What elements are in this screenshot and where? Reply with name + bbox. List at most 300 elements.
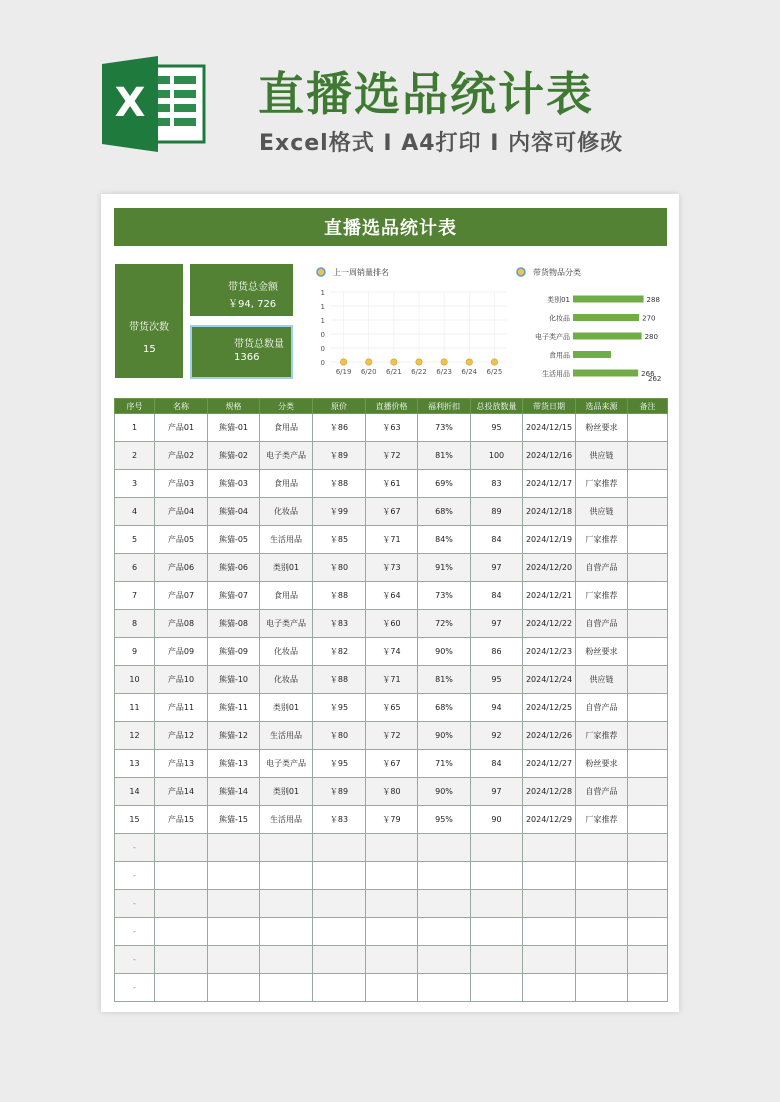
table-cell[interactable]: 产品01 bbox=[155, 414, 208, 442]
table-cell[interactable]: 15 bbox=[115, 806, 155, 834]
data-label: 270 bbox=[642, 314, 656, 323]
column-header: 规格 bbox=[208, 399, 260, 414]
table-cell[interactable]: 熊猫-01 bbox=[208, 414, 260, 442]
table-cell[interactable] bbox=[628, 974, 668, 1002]
column-header: 总投放数量 bbox=[471, 399, 523, 414]
table-cell[interactable] bbox=[471, 946, 523, 974]
table-cell[interactable] bbox=[576, 974, 628, 1002]
table-cell[interactable]: 84 bbox=[471, 582, 523, 610]
table-cell[interactable] bbox=[628, 582, 668, 610]
table-cell[interactable]: 2024/12/20 bbox=[523, 554, 576, 582]
table-cell[interactable]: 7 bbox=[115, 582, 155, 610]
table-cell[interactable]: ￥80 bbox=[313, 722, 366, 750]
table-cell[interactable]: 熊猫-07 bbox=[208, 582, 260, 610]
table-cell[interactable]: ￥83 bbox=[313, 610, 366, 638]
table-cell[interactable]: 自营产品 bbox=[576, 778, 628, 806]
table-cell[interactable] bbox=[155, 834, 208, 862]
table-cell[interactable]: 2024/12/17 bbox=[523, 470, 576, 498]
table-cell[interactable]: 粉丝要求 bbox=[576, 750, 628, 778]
data-label: 262 bbox=[648, 375, 662, 383]
table-cell[interactable]: ￥64 bbox=[366, 582, 418, 610]
table-cell[interactable] bbox=[155, 862, 208, 890]
table-cell[interactable]: 化妆品 bbox=[260, 638, 313, 666]
table-cell[interactable]: 84 bbox=[471, 750, 523, 778]
table-cell[interactable]: 熊猫-03 bbox=[208, 470, 260, 498]
table-cell[interactable]: 类别01 bbox=[260, 778, 313, 806]
data-point bbox=[391, 359, 397, 365]
table-cell[interactable]: 厂家推荐 bbox=[576, 722, 628, 750]
bar bbox=[573, 296, 644, 303]
bar bbox=[573, 351, 611, 358]
table-cell[interactable]: 2024/12/21 bbox=[523, 582, 576, 610]
table-cell[interactable] bbox=[366, 890, 418, 918]
table-cell[interactable]: 产品15 bbox=[155, 806, 208, 834]
stat-box-count bbox=[115, 264, 183, 378]
table-cell[interactable] bbox=[208, 946, 260, 974]
data-point bbox=[340, 359, 346, 365]
table-cell[interactable]: ￥82 bbox=[313, 638, 366, 666]
table-cell[interactable]: ￥83 bbox=[313, 806, 366, 834]
table-cell[interactable] bbox=[366, 974, 418, 1002]
table-cell[interactable]: 95 bbox=[471, 414, 523, 442]
table-cell[interactable] bbox=[260, 834, 313, 862]
table-cell[interactable] bbox=[628, 778, 668, 806]
table-cell[interactable]: 产品12 bbox=[155, 722, 208, 750]
table-cell[interactable] bbox=[628, 946, 668, 974]
table-cell[interactable]: 生活用品 bbox=[260, 722, 313, 750]
table-cell[interactable]: 6 bbox=[115, 554, 155, 582]
table-cell[interactable]: 2024/12/27 bbox=[523, 750, 576, 778]
table-cell[interactable]: ￥65 bbox=[366, 694, 418, 722]
table-cell[interactable]: ￥85 bbox=[313, 526, 366, 554]
excel-logo-icon bbox=[100, 56, 210, 152]
table-cell[interactable]: 食用品 bbox=[260, 470, 313, 498]
table-cell[interactable] bbox=[260, 946, 313, 974]
table-cell[interactable]: 厂家推荐 bbox=[576, 582, 628, 610]
table-row bbox=[115, 834, 668, 862]
x-tick-label: 6/22 bbox=[411, 368, 427, 376]
table-row bbox=[115, 582, 668, 610]
table-cell[interactable]: ￥80 bbox=[313, 554, 366, 582]
table-cell[interactable] bbox=[628, 554, 668, 582]
table-cell[interactable] bbox=[260, 862, 313, 890]
table-cell[interactable] bbox=[523, 974, 576, 1002]
table-cell[interactable]: 11 bbox=[115, 694, 155, 722]
table-cell[interactable]: 2024/12/26 bbox=[523, 722, 576, 750]
table-cell[interactable]: 熊猫-05 bbox=[208, 526, 260, 554]
table-cell[interactable] bbox=[628, 638, 668, 666]
table-cell[interactable]: 自营产品 bbox=[576, 554, 628, 582]
table-cell[interactable]: - bbox=[115, 946, 155, 974]
table-cell[interactable] bbox=[155, 946, 208, 974]
table-cell[interactable]: ￥67 bbox=[366, 498, 418, 526]
table-cell[interactable]: 10 bbox=[115, 666, 155, 694]
table-cell[interactable] bbox=[313, 918, 366, 946]
table-cell[interactable] bbox=[366, 946, 418, 974]
table-row bbox=[115, 918, 668, 946]
table-cell[interactable]: 厂家推荐 bbox=[576, 470, 628, 498]
hero-subtitle: Excel格式 I A4打印 I 内容可修改 bbox=[259, 131, 624, 156]
table-cell[interactable] bbox=[628, 694, 668, 722]
table-cell[interactable]: ￥89 bbox=[313, 778, 366, 806]
table-row bbox=[115, 750, 668, 778]
table-cell[interactable] bbox=[628, 666, 668, 694]
table-cell[interactable]: ￥88 bbox=[313, 666, 366, 694]
table-cell[interactable]: 84% bbox=[418, 526, 471, 554]
x-tick-label: 6/21 bbox=[385, 368, 402, 376]
table-cell[interactable]: 1 bbox=[115, 414, 155, 442]
table-cell[interactable]: 电子类产品 bbox=[260, 610, 313, 638]
table-cell[interactable]: 89 bbox=[471, 498, 523, 526]
table-cell[interactable]: 厂家推荐 bbox=[576, 806, 628, 834]
table-cell[interactable]: 粉丝要求 bbox=[576, 638, 628, 666]
data-label: 288 bbox=[646, 296, 660, 304]
table-cell[interactable]: 化妆品 bbox=[260, 498, 313, 526]
table-cell[interactable]: 产品02 bbox=[155, 442, 208, 470]
table-cell[interactable]: 熊猫-15 bbox=[208, 806, 260, 834]
table-row bbox=[115, 610, 668, 638]
category-label: 生活用品 bbox=[542, 370, 570, 378]
chart-title-marker-icon bbox=[517, 268, 525, 276]
table-cell[interactable] bbox=[576, 834, 628, 862]
x-tick-label: 6/25 bbox=[486, 368, 503, 376]
table-cell[interactable]: 81% bbox=[418, 442, 471, 470]
table-cell[interactable] bbox=[418, 834, 471, 862]
table-cell[interactable] bbox=[628, 834, 668, 862]
table-cell[interactable]: 熊猫-12 bbox=[208, 722, 260, 750]
table-cell[interactable]: 产品04 bbox=[155, 498, 208, 526]
table-cell[interactable]: - bbox=[115, 918, 155, 946]
table-cell[interactable] bbox=[313, 890, 366, 918]
table-cell[interactable] bbox=[208, 918, 260, 946]
table-cell[interactable] bbox=[260, 974, 313, 1002]
table-cell[interactable]: 自营产品 bbox=[576, 694, 628, 722]
stat-box-quantity bbox=[190, 325, 293, 379]
table-row bbox=[115, 526, 668, 554]
table-cell[interactable] bbox=[471, 974, 523, 1002]
table-cell[interactable] bbox=[576, 946, 628, 974]
table-cell[interactable]: 2024/12/28 bbox=[523, 778, 576, 806]
table-cell[interactable] bbox=[576, 862, 628, 890]
table-cell[interactable]: 2024/12/18 bbox=[523, 498, 576, 526]
table-cell[interactable] bbox=[523, 890, 576, 918]
table-cell[interactable] bbox=[418, 918, 471, 946]
table-cell[interactable]: 产品10 bbox=[155, 666, 208, 694]
table-cell[interactable] bbox=[366, 834, 418, 862]
table-row bbox=[115, 442, 668, 470]
table-cell[interactable] bbox=[260, 890, 313, 918]
table-cell[interactable] bbox=[155, 918, 208, 946]
table-cell[interactable]: 2024/12/22 bbox=[523, 610, 576, 638]
product-table bbox=[114, 398, 668, 1002]
table-cell[interactable]: 产品03 bbox=[155, 470, 208, 498]
table-cell[interactable]: 食用品 bbox=[260, 414, 313, 442]
table-cell[interactable]: 69% bbox=[418, 470, 471, 498]
table-cell[interactable]: 81% bbox=[418, 666, 471, 694]
table-cell[interactable]: ￥71 bbox=[366, 666, 418, 694]
table-row bbox=[115, 974, 668, 1002]
table-cell[interactable]: 68% bbox=[418, 498, 471, 526]
table-cell[interactable]: 2024/12/15 bbox=[523, 414, 576, 442]
data-point bbox=[466, 359, 472, 365]
sheet-title: 直播选品统计表 bbox=[114, 208, 667, 246]
chart-title: 带货物品分类 bbox=[533, 268, 581, 277]
category-label: 类别01 bbox=[547, 296, 570, 304]
table-cell[interactable]: 熊猫-06 bbox=[208, 554, 260, 582]
y-tick-label: 0 bbox=[320, 331, 325, 339]
table-cell[interactable] bbox=[418, 890, 471, 918]
table-cell[interactable]: 90% bbox=[418, 638, 471, 666]
column-header: 选品来源 bbox=[576, 399, 628, 414]
table-cell[interactable]: ￥73 bbox=[366, 554, 418, 582]
table-header-row bbox=[115, 399, 668, 414]
table-cell[interactable]: 14 bbox=[115, 778, 155, 806]
table-cell[interactable]: 95% bbox=[418, 806, 471, 834]
category-bar-chart bbox=[513, 262, 679, 386]
table-cell[interactable] bbox=[313, 862, 366, 890]
table-cell[interactable]: 2024/12/16 bbox=[523, 442, 576, 470]
stat-amount-label: 带货总金额 bbox=[228, 282, 278, 293]
table-cell[interactable]: 2024/12/25 bbox=[523, 694, 576, 722]
x-tick-label: 6/19 bbox=[335, 368, 352, 376]
table-cell[interactable]: 熊猫-08 bbox=[208, 610, 260, 638]
table-cell[interactable]: - bbox=[115, 890, 155, 918]
table-cell[interactable]: 供应链 bbox=[576, 498, 628, 526]
table-cell[interactable]: 自营产品 bbox=[576, 610, 628, 638]
table-cell[interactable]: 12 bbox=[115, 722, 155, 750]
table-cell[interactable]: 产品09 bbox=[155, 638, 208, 666]
table-cell[interactable]: 产品06 bbox=[155, 554, 208, 582]
table-cell[interactable] bbox=[523, 946, 576, 974]
table-cell[interactable]: 86 bbox=[471, 638, 523, 666]
table-cell[interactable]: 90 bbox=[471, 806, 523, 834]
weekly-sales-chart bbox=[309, 262, 509, 386]
table-cell[interactable] bbox=[523, 918, 576, 946]
logo-letter: X bbox=[114, 80, 146, 126]
table-cell[interactable]: 产品07 bbox=[155, 582, 208, 610]
table-cell[interactable] bbox=[628, 806, 668, 834]
table-cell[interactable]: 生活用品 bbox=[260, 526, 313, 554]
table-row bbox=[115, 722, 668, 750]
table-cell[interactable]: 类别01 bbox=[260, 554, 313, 582]
table-cell[interactable]: ￥88 bbox=[313, 470, 366, 498]
column-header: 序号 bbox=[115, 399, 155, 414]
table-cell[interactable]: 2024/12/19 bbox=[523, 526, 576, 554]
table-cell[interactable]: ￥88 bbox=[313, 582, 366, 610]
table-cell[interactable] bbox=[471, 862, 523, 890]
table-cell[interactable]: ￥95 bbox=[313, 750, 366, 778]
table-cell[interactable]: 97 bbox=[471, 778, 523, 806]
product-table-container bbox=[114, 398, 668, 1002]
table-cell[interactable] bbox=[313, 946, 366, 974]
table-cell[interactable]: 产品08 bbox=[155, 610, 208, 638]
table-cell[interactable] bbox=[471, 890, 523, 918]
bar bbox=[573, 370, 638, 377]
table-cell[interactable]: 熊猫-09 bbox=[208, 638, 260, 666]
table-cell[interactable]: 5 bbox=[115, 526, 155, 554]
table-cell[interactable]: ￥67 bbox=[366, 750, 418, 778]
column-header: 带货日期 bbox=[523, 399, 576, 414]
hero-header bbox=[0, 0, 780, 180]
table-cell[interactable]: ￥72 bbox=[366, 722, 418, 750]
table-cell[interactable] bbox=[471, 918, 523, 946]
category-label: 电子类产品 bbox=[535, 333, 570, 341]
table-cell[interactable]: 产品05 bbox=[155, 526, 208, 554]
table-cell[interactable]: 95 bbox=[471, 666, 523, 694]
table-cell[interactable]: 生活用品 bbox=[260, 806, 313, 834]
table-cell[interactable]: 2 bbox=[115, 442, 155, 470]
table-cell[interactable] bbox=[418, 862, 471, 890]
table-cell[interactable]: 83 bbox=[471, 470, 523, 498]
stat-box-amount bbox=[190, 264, 293, 316]
table-cell[interactable]: 90% bbox=[418, 778, 471, 806]
bar bbox=[573, 314, 639, 321]
table-cell[interactable] bbox=[155, 890, 208, 918]
column-header: 原价 bbox=[313, 399, 366, 414]
table-cell[interactable]: 化妆品 bbox=[260, 666, 313, 694]
table-cell[interactable] bbox=[313, 974, 366, 1002]
table-cell[interactable] bbox=[628, 470, 668, 498]
table-cell[interactable]: 粉丝要求 bbox=[576, 414, 628, 442]
table-cell[interactable]: 熊猫-04 bbox=[208, 498, 260, 526]
table-cell[interactable]: 食用品 bbox=[260, 582, 313, 610]
table-cell[interactable] bbox=[366, 862, 418, 890]
table-cell[interactable]: ￥74 bbox=[366, 638, 418, 666]
table-cell[interactable]: 92 bbox=[471, 722, 523, 750]
table-cell[interactable]: 100 bbox=[471, 442, 523, 470]
table-cell[interactable]: 73% bbox=[418, 414, 471, 442]
table-cell[interactable] bbox=[418, 974, 471, 1002]
table-cell[interactable]: 90% bbox=[418, 722, 471, 750]
table-cell[interactable]: ￥86 bbox=[313, 414, 366, 442]
table-cell[interactable]: 熊猫-14 bbox=[208, 778, 260, 806]
table-cell[interactable]: ￥80 bbox=[366, 778, 418, 806]
table-row bbox=[115, 498, 668, 526]
table-cell[interactable]: ￥61 bbox=[366, 470, 418, 498]
table-cell[interactable] bbox=[628, 722, 668, 750]
table-cell[interactable]: 68% bbox=[418, 694, 471, 722]
category-label: 化妆品 bbox=[549, 314, 570, 323]
y-tick-label: 0 bbox=[320, 345, 325, 353]
table-cell[interactable] bbox=[208, 974, 260, 1002]
table-row bbox=[115, 890, 668, 918]
table-cell[interactable] bbox=[523, 834, 576, 862]
table-cell[interactable] bbox=[471, 834, 523, 862]
table-cell[interactable] bbox=[628, 862, 668, 890]
table-cell[interactable]: 94 bbox=[471, 694, 523, 722]
table-cell[interactable]: 3 bbox=[115, 470, 155, 498]
table-cell[interactable]: 电子类产品 bbox=[260, 442, 313, 470]
table-cell[interactable]: 电子类产品 bbox=[260, 750, 313, 778]
table-cell[interactable]: 熊猫-10 bbox=[208, 666, 260, 694]
table-cell[interactable]: ￥60 bbox=[366, 610, 418, 638]
table-cell[interactable] bbox=[628, 610, 668, 638]
table-row bbox=[115, 778, 668, 806]
y-tick-label: 1 bbox=[320, 289, 325, 297]
table-cell[interactable]: 类别01 bbox=[260, 694, 313, 722]
table-row bbox=[115, 806, 668, 834]
table-cell[interactable]: 91% bbox=[418, 554, 471, 582]
table-cell[interactable]: 2024/12/29 bbox=[523, 806, 576, 834]
table-row bbox=[115, 862, 668, 890]
table-cell[interactable]: 2024/12/23 bbox=[523, 638, 576, 666]
table-cell[interactable]: 产品13 bbox=[155, 750, 208, 778]
table-cell[interactable]: 8 bbox=[115, 610, 155, 638]
table-cell[interactable]: ￥79 bbox=[366, 806, 418, 834]
table-cell[interactable]: ￥63 bbox=[366, 414, 418, 442]
category-label: 食用品 bbox=[549, 351, 570, 360]
table-cell[interactable] bbox=[628, 498, 668, 526]
table-cell[interactable]: 97 bbox=[471, 554, 523, 582]
table-cell[interactable] bbox=[576, 890, 628, 918]
table-cell[interactable] bbox=[208, 862, 260, 890]
table-cell[interactable] bbox=[628, 442, 668, 470]
table-cell[interactable]: ￥72 bbox=[366, 442, 418, 470]
table-row bbox=[115, 414, 668, 442]
table-cell[interactable] bbox=[628, 414, 668, 442]
table-cell[interactable]: 71% bbox=[418, 750, 471, 778]
stat-amount-value: ￥94, 726 bbox=[228, 299, 277, 310]
column-header: 备注 bbox=[628, 399, 668, 414]
table-cell[interactable]: 72% bbox=[418, 610, 471, 638]
table-cell[interactable] bbox=[628, 890, 668, 918]
table-cell[interactable] bbox=[418, 946, 471, 974]
table-cell[interactable] bbox=[208, 890, 260, 918]
table-cell[interactable]: 73% bbox=[418, 582, 471, 610]
y-tick-label: 1 bbox=[320, 317, 325, 325]
table-cell[interactable] bbox=[523, 862, 576, 890]
table-cell[interactable] bbox=[576, 918, 628, 946]
x-tick-label: 6/23 bbox=[436, 368, 453, 376]
chart-title-marker-icon bbox=[317, 268, 325, 276]
table-cell[interactable]: ￥99 bbox=[313, 498, 366, 526]
data-label: 280 bbox=[644, 333, 658, 341]
table-cell[interactable] bbox=[155, 974, 208, 1002]
table-cell[interactable] bbox=[628, 750, 668, 778]
table-cell[interactable] bbox=[628, 526, 668, 554]
table-cell[interactable]: 97 bbox=[471, 610, 523, 638]
table-cell[interactable] bbox=[313, 834, 366, 862]
table-cell[interactable]: ￥89 bbox=[313, 442, 366, 470]
table-cell[interactable]: - bbox=[115, 974, 155, 1002]
table-cell[interactable]: - bbox=[115, 862, 155, 890]
table-cell[interactable]: ￥71 bbox=[366, 526, 418, 554]
table-cell[interactable]: 厂家推荐 bbox=[576, 526, 628, 554]
table-cell[interactable]: 2024/12/24 bbox=[523, 666, 576, 694]
table-cell[interactable]: 产品11 bbox=[155, 694, 208, 722]
table-cell[interactable]: 9 bbox=[115, 638, 155, 666]
table-cell[interactable]: 产品14 bbox=[155, 778, 208, 806]
table-cell[interactable]: 供应链 bbox=[576, 666, 628, 694]
column-header: 分类 bbox=[260, 399, 313, 414]
table-cell[interactable]: - bbox=[115, 834, 155, 862]
table-cell[interactable] bbox=[628, 918, 668, 946]
table-cell[interactable]: 4 bbox=[115, 498, 155, 526]
table-row bbox=[115, 946, 668, 974]
table-cell[interactable] bbox=[366, 918, 418, 946]
table-cell[interactable]: 熊猫-11 bbox=[208, 694, 260, 722]
table-cell[interactable]: 13 bbox=[115, 750, 155, 778]
table-cell[interactable]: 供应链 bbox=[576, 442, 628, 470]
table-cell[interactable]: 熊猫-02 bbox=[208, 442, 260, 470]
table-cell[interactable]: 熊猫-13 bbox=[208, 750, 260, 778]
bar bbox=[573, 333, 642, 340]
table-cell[interactable] bbox=[208, 834, 260, 862]
table-cell[interactable] bbox=[260, 918, 313, 946]
table-cell[interactable]: ￥95 bbox=[313, 694, 366, 722]
table-cell[interactable]: 84 bbox=[471, 526, 523, 554]
stat-qty-label: 带货总数量 bbox=[234, 339, 284, 350]
